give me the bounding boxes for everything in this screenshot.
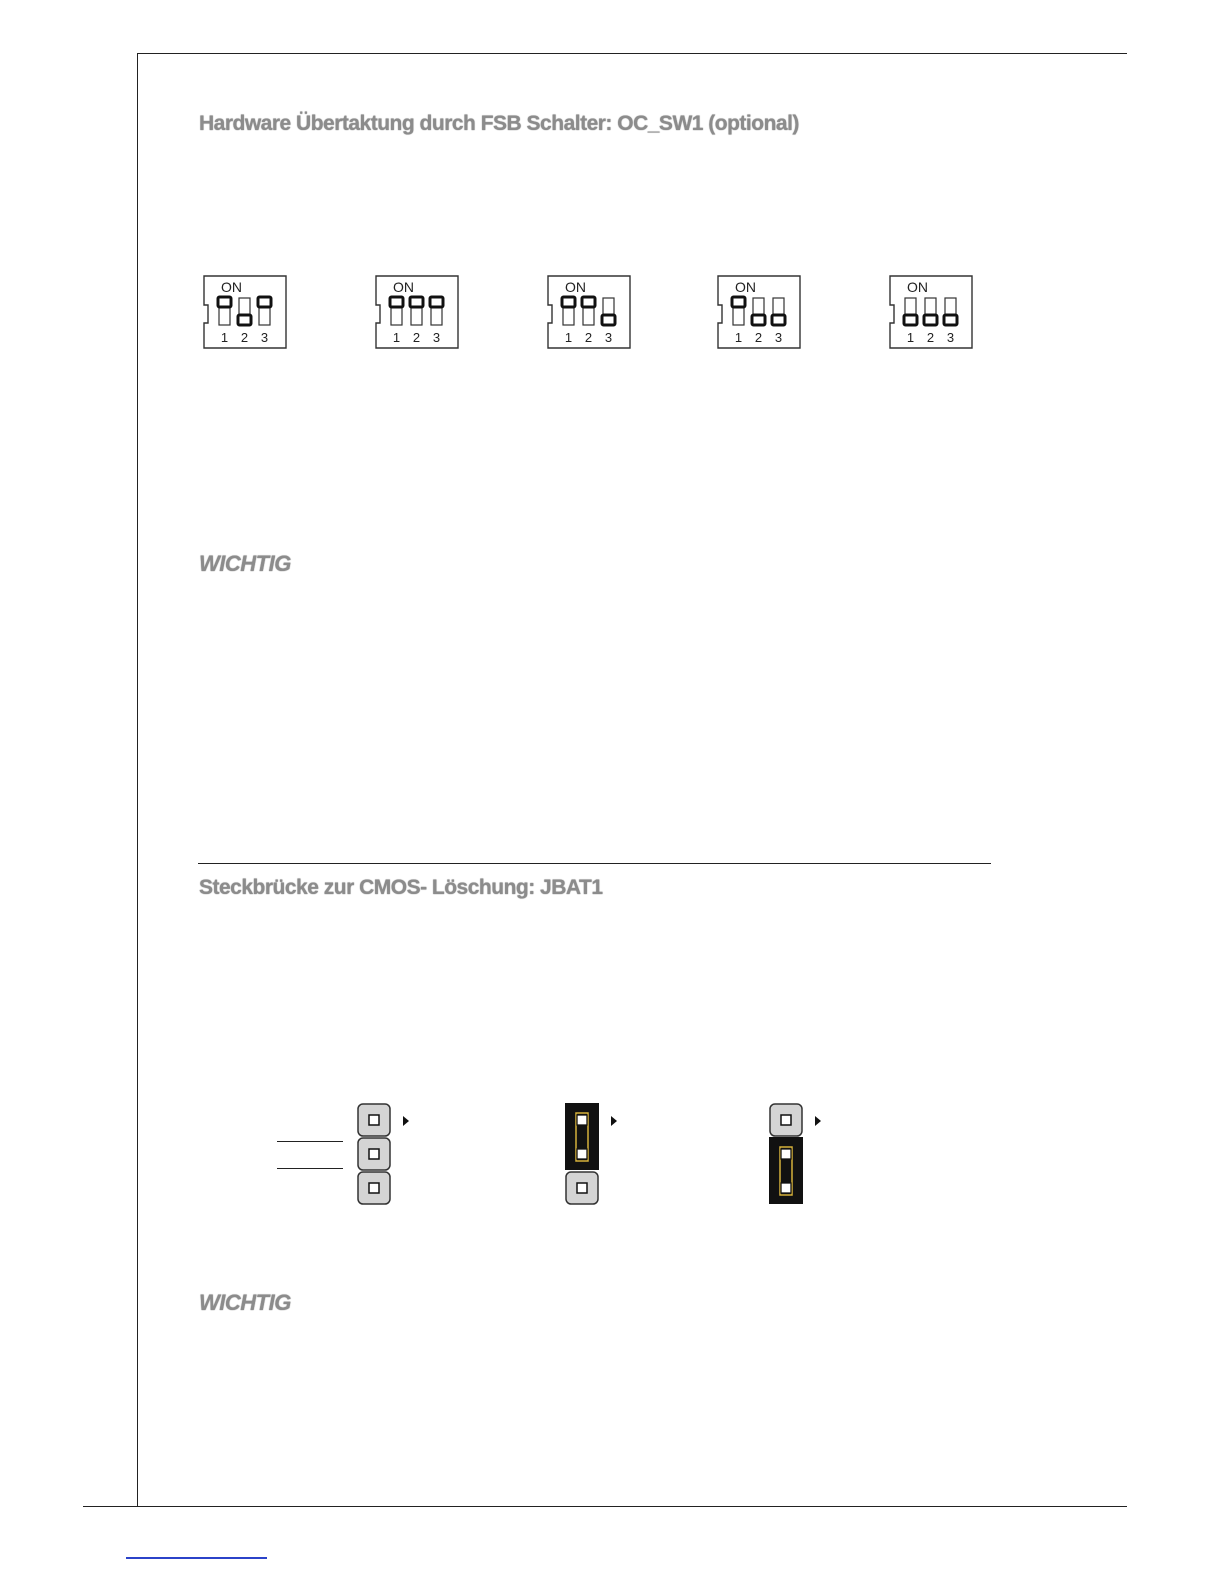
jumper-diagram [769, 1103, 839, 1209]
footer-link-underline[interactable] [126, 1557, 267, 1559]
jumper-diagram [565, 1103, 635, 1209]
dip-switch-toggle-on [732, 297, 745, 307]
dip-switch-on-label: ON [907, 279, 928, 295]
dip-switch-toggle-off [904, 315, 917, 325]
section-title-clear-cmos-jumper: Steckbrücke zur CMOS- Löschung: JBAT1 [199, 876, 603, 899]
dip-switch-toggle-off [924, 315, 937, 325]
jumper-pin-hole [369, 1183, 379, 1193]
dip-switch-toggle-on [218, 297, 231, 307]
dip-switch-number: 1 [392, 330, 401, 345]
jumper-pin-hole [781, 1149, 791, 1159]
dip-switch-diagram [717, 275, 801, 349]
pin1-marker-icon [403, 1116, 409, 1126]
jumper-leader-line [277, 1141, 343, 1142]
dip-switch-number: 2 [754, 330, 763, 345]
dip-switch-on-label: ON [393, 279, 414, 295]
dip-switch-number: 1 [220, 330, 229, 345]
pin1-marker-icon [611, 1116, 617, 1126]
dip-switch-number: 3 [260, 330, 269, 345]
dip-switch-toggle-on [258, 297, 271, 307]
dip-switch-diagram [889, 275, 973, 349]
dip-switch-toggle-off [238, 315, 251, 325]
dip-switch-toggle-on [582, 297, 595, 307]
pin1-marker-icon [815, 1116, 821, 1126]
dip-switch-number: 1 [906, 330, 915, 345]
jumper-pin-hole [369, 1149, 379, 1159]
jumper-pin-hole [577, 1183, 587, 1193]
dip-switch-number: 2 [926, 330, 935, 345]
dip-switch-number: 1 [564, 330, 573, 345]
jumper-pin-hole [781, 1115, 791, 1125]
jumper-pin-hole [781, 1183, 791, 1193]
page-frame-top-rule [137, 53, 1127, 54]
jumper-pin-hole [577, 1115, 587, 1125]
important-label: WICHTIG [199, 1290, 291, 1315]
jumper-leader-line [277, 1168, 343, 1169]
dip-switch-toggle-off [944, 315, 957, 325]
important-label: WICHTIG [199, 551, 291, 576]
dip-switch-toggle-off [602, 315, 615, 325]
dip-switch-toggle-on [562, 297, 575, 307]
dip-switch-number: 2 [240, 330, 249, 345]
dip-switch-on-label: ON [221, 279, 242, 295]
dip-switch-number: 3 [604, 330, 613, 345]
dip-switch-number: 2 [412, 330, 421, 345]
dip-switch-number: 2 [584, 330, 593, 345]
dip-switch-number: 3 [432, 330, 441, 345]
dip-switch-toggle-on [390, 297, 403, 307]
page-frame-left-rule [137, 53, 138, 1507]
dip-switch-on-label: ON [735, 279, 756, 295]
dip-switch-diagram [547, 275, 631, 349]
section-title-oc-switch: Hardware Übertaktung durch FSB Schalter: OC_SW1 (optional) [199, 112, 799, 135]
page-frame-bottom-rule [83, 1506, 1127, 1507]
jumper-pin-hole [577, 1149, 587, 1159]
jumper-diagram [357, 1103, 427, 1209]
dip-switch-toggle-on [430, 297, 443, 307]
dip-switch-on-label: ON [565, 279, 586, 295]
jumper-pin-hole [369, 1115, 379, 1125]
dip-switch-number: 3 [774, 330, 783, 345]
dip-switch-toggle-on [410, 297, 423, 307]
dip-switch-toggle-off [752, 315, 765, 325]
dip-switch-number: 3 [946, 330, 955, 345]
dip-switch-toggle-off [772, 315, 785, 325]
dip-switch-diagram [203, 275, 287, 349]
section-divider [198, 863, 991, 864]
dip-switch-diagram [375, 275, 459, 349]
dip-switch-number: 1 [734, 330, 743, 345]
